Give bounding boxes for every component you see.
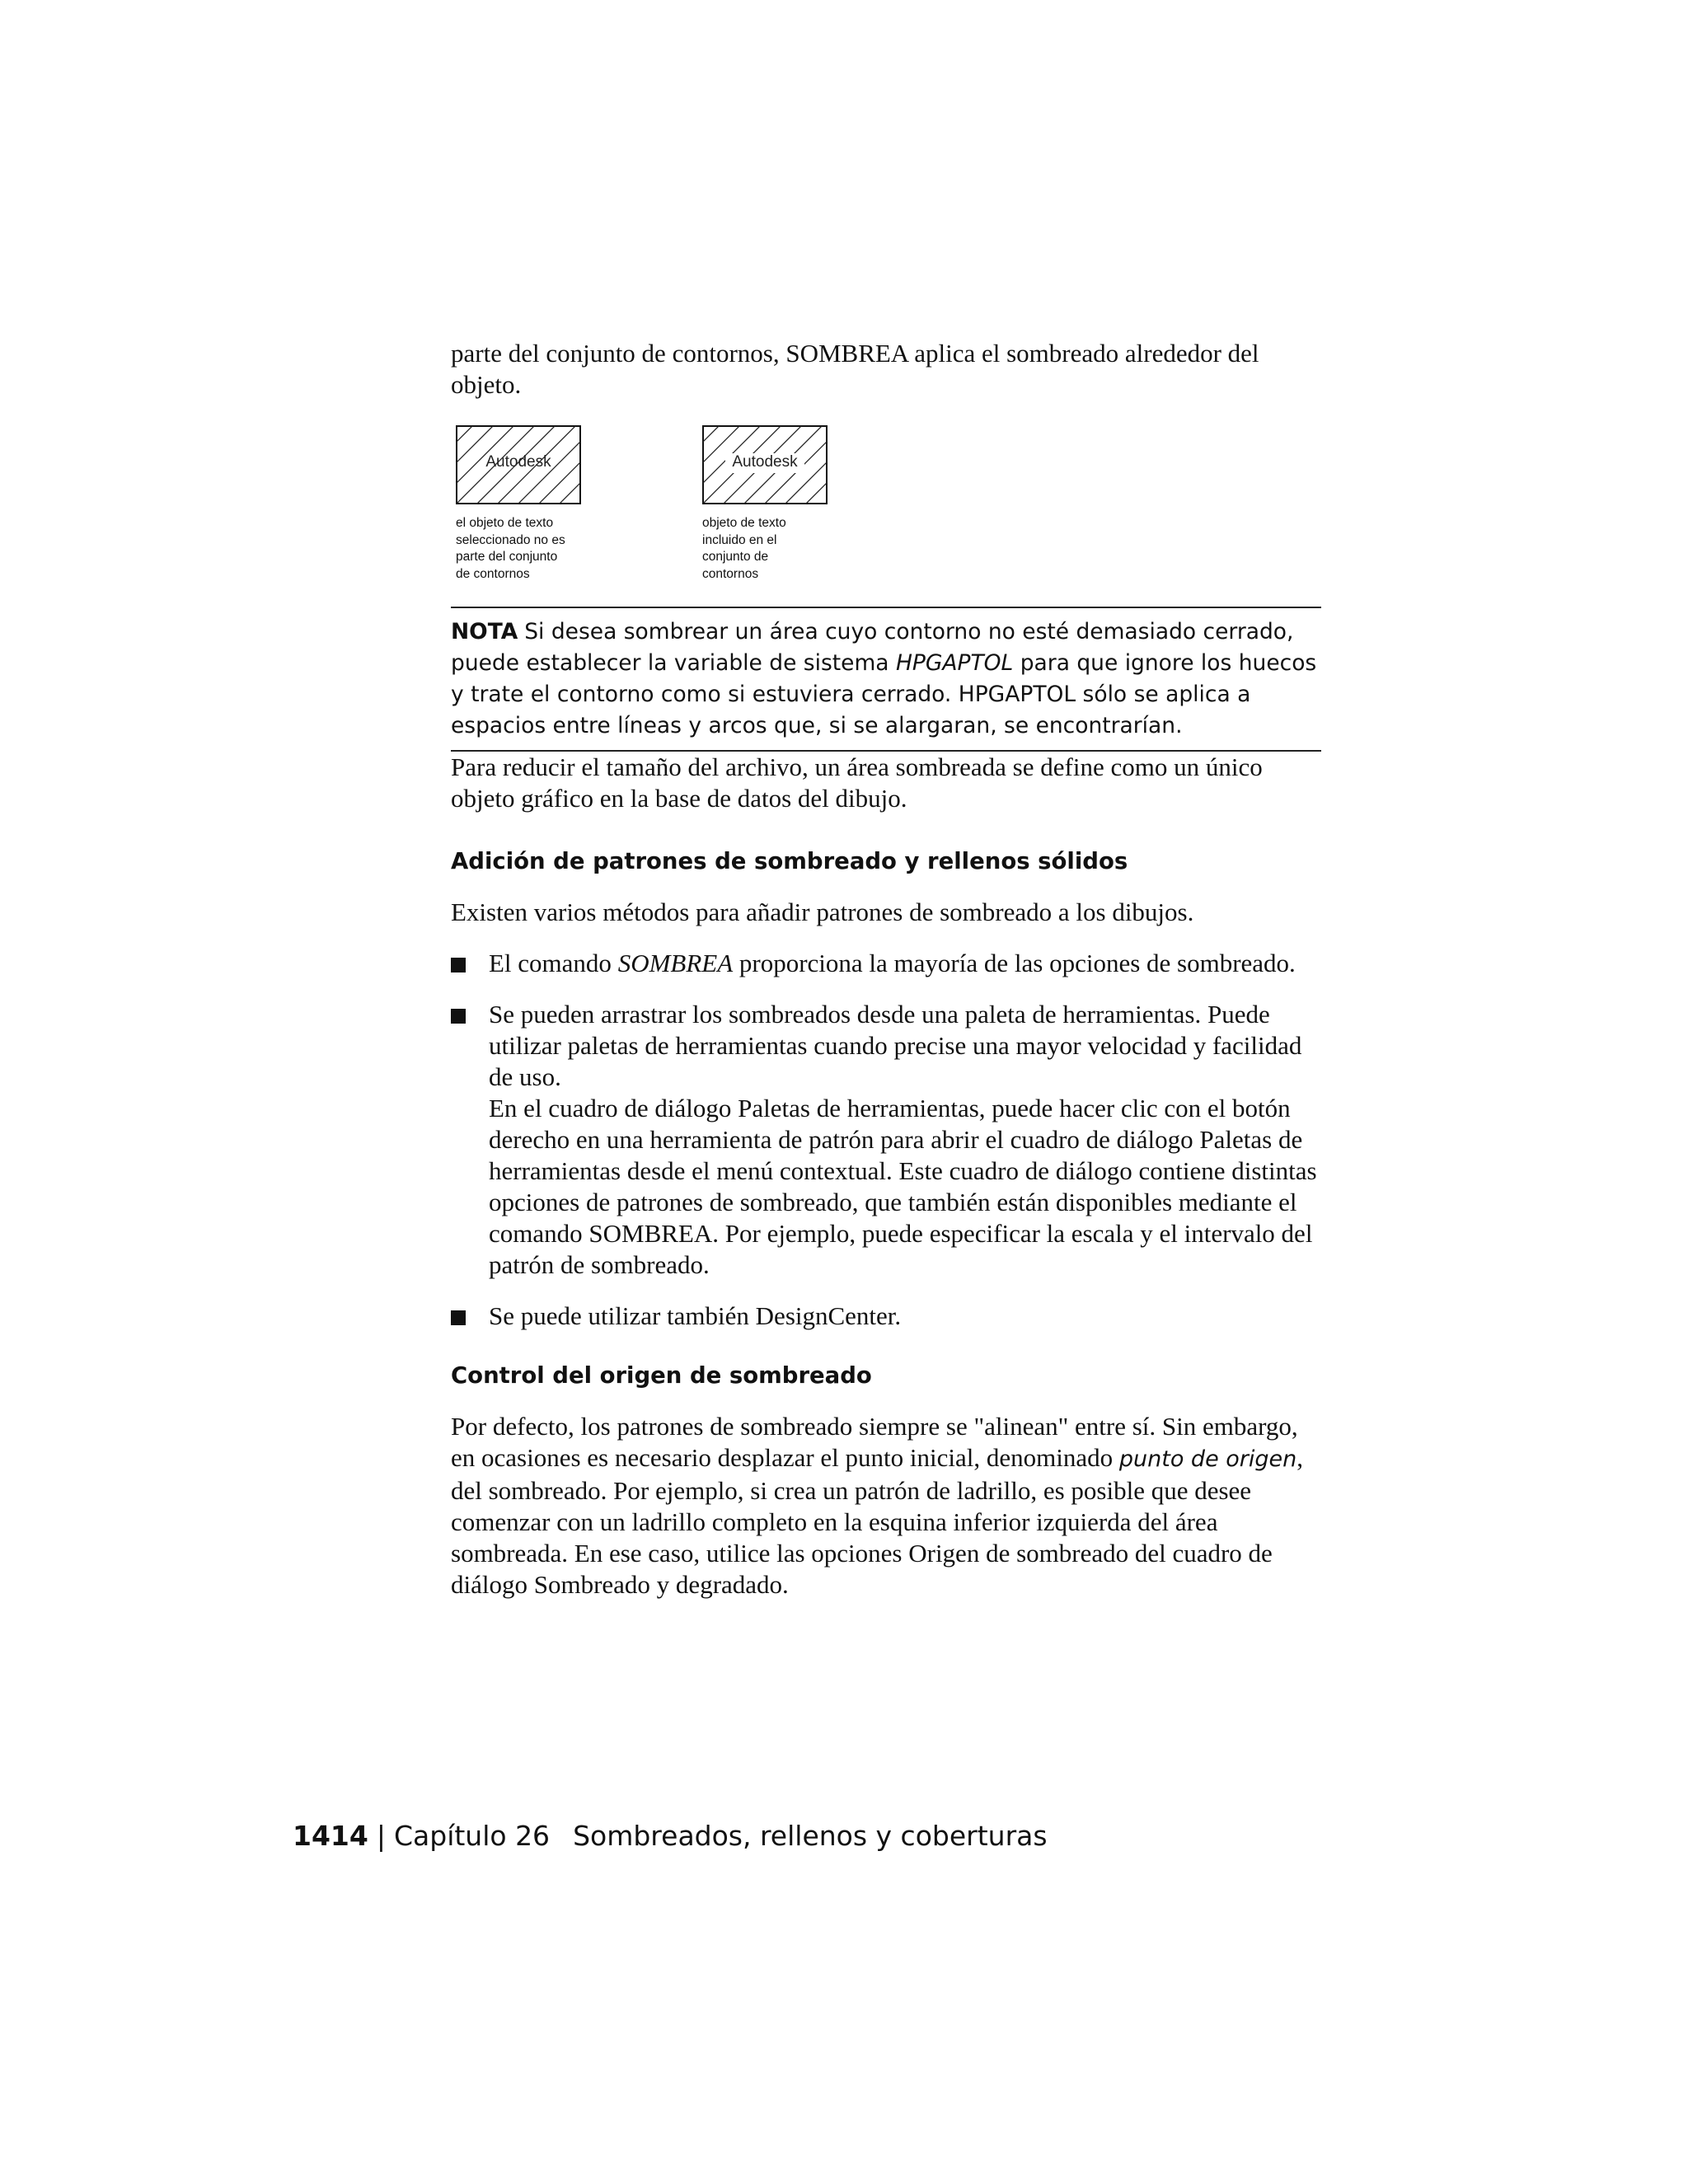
note-box <box>451 607 1321 752</box>
note-text-1: Si desea sombrear un área cuyo contorno no esté demasiado cerrado, puede establecer la variable de sistema <box>451 619 1294 676</box>
box-label-2: Autodesk <box>732 453 798 471</box>
figure-text-included <box>702 425 900 583</box>
command-name: SOMBREA <box>617 949 734 977</box>
methods-list <box>451 948 1321 1332</box>
file-size-paragraph: Para reducir el tamaño del archivo, un área sombreada se define como un único objeto gráfico en la base de datos del dibujo. <box>451 752 1263 813</box>
figure-row <box>451 425 1321 581</box>
page-content <box>451 338 1321 1601</box>
list-item: El comando SOMBREA proporciona la mayoría de las opciones de sombreado. <box>451 948 1321 979</box>
bullet-square-icon <box>451 958 466 972</box>
hatch-origin-paragraph: Por defecto, los patrones de sombreado siempre se "alinean" entre sí. Sin embargo, en ocasiones es necesario desplazar el punto inicial, denominado punto de origen, del sombreado. Por ejemplo, si crea un patrón de ladrillo, es posible que desee comenzar con un ladrillo completo en la esquina inferior izquierda del área sombreada. En ese caso, utilice las opciones Origen de sombreado del cuadro de diálogo Sombreado y degradado. <box>451 1412 1303 1599</box>
note-text-2: para que ignore los huecos y trate el contorno como si estuviera cerrado. HPGAPTOL sólo se aplica a espacios entre líneas y arcos que, si se alargaran, se encontrarían. <box>451 650 1317 738</box>
figure-caption-2: objeto de texto incluido en el conjunto de contornos <box>702 516 786 581</box>
figure-text-excluded <box>456 425 654 583</box>
page-number: 1414 <box>293 1820 368 1852</box>
section-heading-adding-hatches: Adición de patrones de sombreado y rellenos sólidos <box>451 848 1128 874</box>
note-label: NOTA <box>451 619 518 644</box>
page-footer <box>293 1820 1048 1853</box>
chapter-label: Capítulo 26 <box>393 1820 551 1852</box>
intro-paragraph: parte del conjunto de contornos, SOMBREA aplica el sombreado alrededor del objeto. <box>451 339 1259 399</box>
figure-caption-1: el objeto de texto seleccionado no es parte del conjunto de contornos <box>456 516 565 581</box>
list-item: Se pueden arrastrar los sombreados desde una paleta de herramientas. Puede utilizar paletas de herramientas cuando precise una mayor velocidad y facilidad de uso. En el cuadro de diálogo Paletas de herramientas, puede hacer clic con el botón derecho en una herramienta de patrón para abrir el cuadro de diálogo Paletas de herramientas desde el menú contextual. Este cuadro de diálogo contiene distintas opciones de patrones de sombreado, que también están disponibles mediante el comando SOMBREA. Por ejemplo, puede especificar la escala y el intervalo del patrón de sombreado. <box>451 999 1321 1281</box>
list-item: Se puede utilizar también DesignCenter. <box>451 1301 1321 1332</box>
section-heading-hatch-origin: Control del origen de sombreado <box>451 1362 872 1389</box>
footer-separator: | <box>376 1820 386 1852</box>
methods-intro: Existen varios métodos para añadir patrones de sombreado a los dibujos. <box>451 898 1194 926</box>
hatch-box-included <box>702 425 828 504</box>
chapter-title: Sombreados, rellenos y coberturas <box>573 1820 1048 1852</box>
hatch-box-excluded <box>456 425 581 504</box>
note-system-variable: HPGAPTOL <box>895 650 1014 676</box>
box-label-1: Autodesk <box>485 453 551 471</box>
bullet-square-icon <box>451 1310 466 1325</box>
bullet-square-icon <box>451 1009 466 1024</box>
origin-point-term: punto de origen <box>1118 1446 1297 1472</box>
